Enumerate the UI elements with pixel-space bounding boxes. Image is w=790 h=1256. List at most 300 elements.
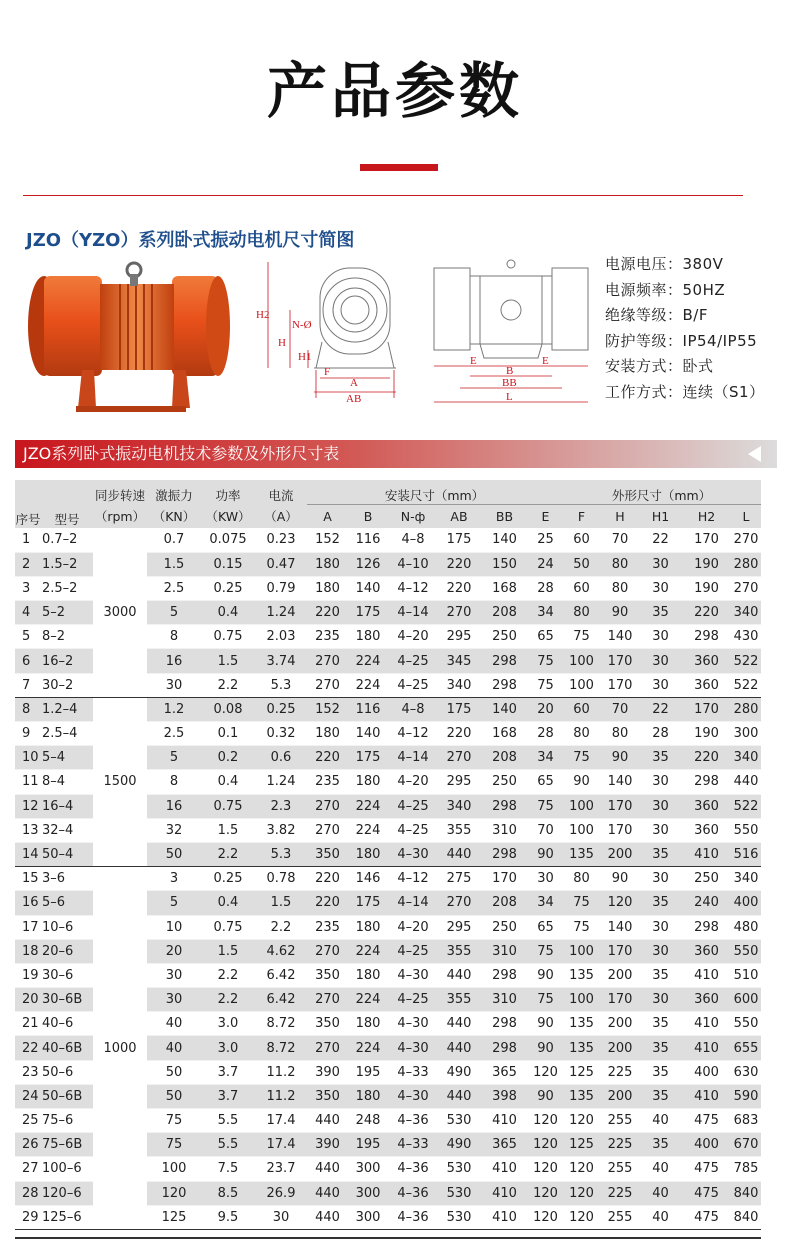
cell-model: 50–4 bbox=[41, 842, 93, 866]
cell-h: 255 bbox=[601, 1157, 639, 1181]
cell-f: 80 bbox=[562, 867, 601, 891]
cell-n-phi: 4–33 bbox=[388, 1060, 438, 1084]
cell-e: 120 bbox=[529, 1060, 562, 1084]
cell-n-phi: 4–36 bbox=[388, 1109, 438, 1133]
cell-b: 224 bbox=[348, 649, 388, 673]
cell-n-phi: 4–14 bbox=[388, 601, 438, 625]
cell-e: 75 bbox=[529, 673, 562, 697]
cell-e: 24 bbox=[529, 552, 562, 576]
cell-n-phi: 4–20 bbox=[388, 625, 438, 649]
cell-h1: 40 bbox=[639, 1157, 682, 1181]
cell-current: 17.4 bbox=[255, 1133, 307, 1157]
cell-l: 270 bbox=[731, 576, 761, 600]
cell-a: 440 bbox=[307, 1181, 348, 1205]
cell-b: 224 bbox=[348, 673, 388, 697]
cell-a: 390 bbox=[307, 1133, 348, 1157]
cell-power: 2.2 bbox=[201, 988, 255, 1012]
cell-ab: 270 bbox=[438, 601, 480, 625]
label-b: B bbox=[506, 365, 514, 377]
cell-ab: 175 bbox=[438, 697, 480, 721]
cell-a: 440 bbox=[307, 1109, 348, 1133]
cell-model: 75–6B bbox=[41, 1133, 93, 1157]
cell-l: 630 bbox=[731, 1060, 761, 1084]
cell-model: 5–6 bbox=[41, 891, 93, 915]
cell-f: 75 bbox=[562, 891, 601, 915]
cell-power: 3.0 bbox=[201, 1036, 255, 1060]
cell-h2: 250 bbox=[682, 867, 731, 891]
cell-l: 340 bbox=[731, 746, 761, 770]
cell-ab: 440 bbox=[438, 1036, 480, 1060]
cell-current: 17.4 bbox=[255, 1109, 307, 1133]
cell-power: 2.2 bbox=[201, 842, 255, 866]
cell-ab: 295 bbox=[438, 770, 480, 794]
cell-model: 1.5–2 bbox=[41, 552, 93, 576]
cell-force: 20 bbox=[147, 939, 201, 963]
cell-force: 8 bbox=[147, 625, 201, 649]
cell-ab: 490 bbox=[438, 1133, 480, 1157]
cell-power: 2.2 bbox=[201, 963, 255, 987]
spec-voltage: 电源电压：380V bbox=[605, 255, 724, 273]
cell-h2: 190 bbox=[682, 576, 731, 600]
cell-b: 180 bbox=[348, 1012, 388, 1036]
cell-h1: 35 bbox=[639, 1012, 682, 1036]
cell-ab: 355 bbox=[438, 988, 480, 1012]
cell-n-phi: 4–36 bbox=[388, 1205, 438, 1229]
cell-current: 30 bbox=[255, 1205, 307, 1229]
cell-index: 20 bbox=[15, 988, 41, 1012]
motor-photo bbox=[24, 258, 232, 416]
cell-h1: 35 bbox=[639, 601, 682, 625]
cell-h: 70 bbox=[601, 528, 639, 552]
cell-h2: 298 bbox=[682, 770, 731, 794]
cell-force: 3 bbox=[147, 867, 201, 891]
cell-index: 11 bbox=[15, 770, 41, 794]
cell-b: 224 bbox=[348, 988, 388, 1012]
front-dimension-drawing bbox=[430, 258, 592, 410]
cell-e: 120 bbox=[529, 1181, 562, 1205]
cell-index: 8 bbox=[15, 697, 41, 721]
cell-h: 80 bbox=[601, 576, 639, 600]
cell-e: 65 bbox=[529, 915, 562, 939]
cell-h2: 360 bbox=[682, 673, 731, 697]
cell-h2: 400 bbox=[682, 1060, 731, 1084]
cell-h2: 360 bbox=[682, 818, 731, 842]
table-banner-title: JZO系列卧式振动电机技术参数及外形尺寸表 bbox=[23, 444, 340, 463]
header-current-unit: （A） bbox=[264, 509, 298, 524]
cell-force: 40 bbox=[147, 1012, 201, 1036]
cell-h: 90 bbox=[601, 867, 639, 891]
cell-l: 516 bbox=[731, 842, 761, 866]
label-f: F bbox=[324, 366, 331, 378]
side-dimension-drawing bbox=[254, 258, 419, 408]
cell-h1: 35 bbox=[639, 891, 682, 915]
cell-model: 50–6 bbox=[41, 1060, 93, 1084]
cell-l: 280 bbox=[731, 552, 761, 576]
cell-n-phi: 4–20 bbox=[388, 770, 438, 794]
cell-index: 13 bbox=[15, 818, 41, 842]
cell-l: 785 bbox=[731, 1157, 761, 1181]
cell-e: 65 bbox=[529, 770, 562, 794]
cell-h: 80 bbox=[601, 722, 639, 746]
cell-h2: 170 bbox=[682, 697, 731, 721]
cell-index: 19 bbox=[15, 963, 41, 987]
cell-power: 0.75 bbox=[201, 915, 255, 939]
cell-bb: 168 bbox=[480, 576, 529, 600]
cell-speed: 1500 bbox=[93, 697, 147, 866]
cell-current: 3.82 bbox=[255, 818, 307, 842]
cell-bb: 298 bbox=[480, 963, 529, 987]
cell-model: 75–6 bbox=[41, 1109, 93, 1133]
cell-model: 16–2 bbox=[41, 649, 93, 673]
cell-power: 3.0 bbox=[201, 1012, 255, 1036]
cell-model: 5–4 bbox=[41, 746, 93, 770]
cell-ab: 275 bbox=[438, 867, 480, 891]
cell-ab: 530 bbox=[438, 1109, 480, 1133]
cell-f: 120 bbox=[562, 1109, 601, 1133]
cell-power: 0.1 bbox=[201, 722, 255, 746]
cell-ab: 270 bbox=[438, 746, 480, 770]
cell-e: 120 bbox=[529, 1205, 562, 1229]
cell-force: 30 bbox=[147, 963, 201, 987]
cell-h1: 35 bbox=[639, 1133, 682, 1157]
cell-index: 21 bbox=[15, 1012, 41, 1036]
cell-l: 840 bbox=[731, 1181, 761, 1205]
cell-h: 170 bbox=[601, 988, 639, 1012]
cell-force: 5 bbox=[147, 891, 201, 915]
cell-ab: 440 bbox=[438, 1084, 480, 1108]
cell-index: 14 bbox=[15, 842, 41, 866]
spec-protection: 防护等级：IP54/IP55 bbox=[605, 331, 758, 350]
cell-b: 224 bbox=[348, 1036, 388, 1060]
cell-ab: 440 bbox=[438, 842, 480, 866]
header-bb: BB bbox=[495, 508, 514, 524]
table-body bbox=[15, 528, 761, 1229]
cell-current: 0.47 bbox=[255, 552, 307, 576]
cell-force: 2.5 bbox=[147, 722, 201, 746]
cell-b: 175 bbox=[348, 891, 388, 915]
cell-a: 235 bbox=[307, 915, 348, 939]
cell-a: 270 bbox=[307, 649, 348, 673]
cell-b: 195 bbox=[348, 1133, 388, 1157]
cell-b: 300 bbox=[348, 1181, 388, 1205]
cell-ab: 440 bbox=[438, 1012, 480, 1036]
cell-a: 180 bbox=[307, 552, 348, 576]
cell-n-phi: 4–36 bbox=[388, 1157, 438, 1181]
cell-l: 440 bbox=[731, 770, 761, 794]
cell-a: 350 bbox=[307, 1012, 348, 1036]
cell-h: 140 bbox=[601, 625, 639, 649]
cell-bb: 208 bbox=[480, 891, 529, 915]
cell-ab: 175 bbox=[438, 528, 480, 552]
cell-n-phi: 4–25 bbox=[388, 649, 438, 673]
cell-current: 1.5 bbox=[255, 891, 307, 915]
cell-ab: 270 bbox=[438, 891, 480, 915]
cell-f: 135 bbox=[562, 1036, 601, 1060]
cell-f: 90 bbox=[562, 770, 601, 794]
cell-a: 350 bbox=[307, 963, 348, 987]
label-ab: AB bbox=[346, 393, 362, 405]
cell-a: 180 bbox=[307, 722, 348, 746]
cell-current: 23.7 bbox=[255, 1157, 307, 1181]
cell-l: 280 bbox=[731, 697, 761, 721]
cell-b: 140 bbox=[348, 722, 388, 746]
cell-n-phi: 4–30 bbox=[388, 1012, 438, 1036]
cell-model: 16–4 bbox=[41, 794, 93, 818]
cell-power: 0.25 bbox=[201, 867, 255, 891]
cell-index: 15 bbox=[15, 867, 41, 891]
cell-a: 270 bbox=[307, 988, 348, 1012]
cell-index: 27 bbox=[15, 1157, 41, 1181]
cell-bb: 150 bbox=[480, 552, 529, 576]
cell-bb: 298 bbox=[480, 794, 529, 818]
cell-f: 80 bbox=[562, 601, 601, 625]
cell-bb: 208 bbox=[480, 746, 529, 770]
cell-bb: 250 bbox=[480, 625, 529, 649]
cell-power: 0.4 bbox=[201, 770, 255, 794]
cell-e: 28 bbox=[529, 576, 562, 600]
cell-current: 11.2 bbox=[255, 1084, 307, 1108]
cell-force: 0.7 bbox=[147, 528, 201, 552]
spec-table bbox=[15, 480, 761, 1230]
cell-n-phi: 4–30 bbox=[388, 963, 438, 987]
cell-b: 195 bbox=[348, 1060, 388, 1084]
cell-current: 0.6 bbox=[255, 746, 307, 770]
cell-current: 5.3 bbox=[255, 673, 307, 697]
cell-current: 26.9 bbox=[255, 1181, 307, 1205]
cell-l: 480 bbox=[731, 915, 761, 939]
cell-force: 5 bbox=[147, 746, 201, 770]
header-speed: 同步转速 bbox=[94, 488, 145, 503]
cell-n-phi: 4–20 bbox=[388, 915, 438, 939]
cell-model: 30–6 bbox=[41, 963, 93, 987]
cell-h2: 298 bbox=[682, 915, 731, 939]
cell-h2: 475 bbox=[682, 1205, 731, 1229]
cell-index: 2 bbox=[15, 552, 41, 576]
cell-ab: 340 bbox=[438, 673, 480, 697]
label-h1: H1 bbox=[298, 351, 312, 363]
cell-model: 50–6B bbox=[41, 1084, 93, 1108]
cell-a: 152 bbox=[307, 697, 348, 721]
label-e-left: E bbox=[470, 355, 477, 367]
cell-n-phi: 4–25 bbox=[388, 818, 438, 842]
cell-n-phi: 4–25 bbox=[388, 794, 438, 818]
left-arrow-icon bbox=[748, 446, 761, 462]
cell-current: 1.24 bbox=[255, 770, 307, 794]
cell-model: 1.2–4 bbox=[41, 697, 93, 721]
cell-power: 9.5 bbox=[201, 1205, 255, 1229]
cell-bb: 410 bbox=[480, 1181, 529, 1205]
cell-index: 10 bbox=[15, 746, 41, 770]
cell-e: 90 bbox=[529, 1036, 562, 1060]
label-e-right: E bbox=[542, 355, 549, 367]
cell-h2: 298 bbox=[682, 625, 731, 649]
cell-h2: 410 bbox=[682, 1012, 731, 1036]
cell-f: 125 bbox=[562, 1133, 601, 1157]
cell-index: 12 bbox=[15, 794, 41, 818]
cell-h1: 30 bbox=[639, 770, 682, 794]
cell-index: 5 bbox=[15, 625, 41, 649]
cell-h2: 360 bbox=[682, 988, 731, 1012]
cell-ab: 340 bbox=[438, 794, 480, 818]
page-title: 产品参数 bbox=[267, 57, 523, 127]
cell-h: 225 bbox=[601, 1133, 639, 1157]
cell-b: 248 bbox=[348, 1109, 388, 1133]
cell-model: 8–2 bbox=[41, 625, 93, 649]
cell-model: 10–6 bbox=[41, 915, 93, 939]
cell-l: 840 bbox=[731, 1205, 761, 1229]
table-row bbox=[15, 697, 761, 721]
cell-n-phi: 4–10 bbox=[388, 552, 438, 576]
cell-h2: 360 bbox=[682, 794, 731, 818]
cell-e: 30 bbox=[529, 867, 562, 891]
cell-b: 146 bbox=[348, 867, 388, 891]
cell-h1: 35 bbox=[639, 1084, 682, 1108]
header-a: A bbox=[323, 508, 332, 524]
cell-n-phi: 4–30 bbox=[388, 842, 438, 866]
header-speed-unit: （rpm） bbox=[94, 509, 146, 524]
cell-bb: 365 bbox=[480, 1060, 529, 1084]
spec-duty: 工作方式：连续（S1） bbox=[605, 382, 765, 401]
cell-force: 16 bbox=[147, 794, 201, 818]
cell-index: 22 bbox=[15, 1036, 41, 1060]
cell-b: 116 bbox=[348, 528, 388, 552]
header-force-unit: （KN） bbox=[152, 509, 196, 524]
header-index: 序号 bbox=[15, 512, 41, 527]
cell-current: 2.2 bbox=[255, 915, 307, 939]
cell-h: 225 bbox=[601, 1181, 639, 1205]
cell-current: 2.03 bbox=[255, 625, 307, 649]
cell-e: 120 bbox=[529, 1109, 562, 1133]
cell-index: 29 bbox=[15, 1205, 41, 1229]
cell-bb: 208 bbox=[480, 601, 529, 625]
cell-h: 225 bbox=[601, 1060, 639, 1084]
cell-a: 235 bbox=[307, 770, 348, 794]
cell-l: 550 bbox=[731, 818, 761, 842]
header-power: 功率 bbox=[215, 488, 241, 503]
header-power-unit: （KW） bbox=[205, 509, 251, 524]
cell-bb: 298 bbox=[480, 673, 529, 697]
cell-h: 90 bbox=[601, 746, 639, 770]
cell-f: 100 bbox=[562, 988, 601, 1012]
cell-h1: 35 bbox=[639, 963, 682, 987]
cell-l: 400 bbox=[731, 891, 761, 915]
cell-h2: 220 bbox=[682, 601, 731, 625]
cell-h: 140 bbox=[601, 915, 639, 939]
cell-h1: 30 bbox=[639, 915, 682, 939]
header-current: 电流 bbox=[268, 488, 294, 503]
cell-b: 180 bbox=[348, 625, 388, 649]
cell-f: 100 bbox=[562, 939, 601, 963]
cell-model: 30–6B bbox=[41, 988, 93, 1012]
cell-l: 430 bbox=[731, 625, 761, 649]
cell-h1: 35 bbox=[639, 1036, 682, 1060]
cell-bb: 298 bbox=[480, 1012, 529, 1036]
cell-e: 120 bbox=[529, 1157, 562, 1181]
cell-model: 5–2 bbox=[41, 601, 93, 625]
cell-force: 50 bbox=[147, 1060, 201, 1084]
cell-model: 8–4 bbox=[41, 770, 93, 794]
section-title: JZO（YZO）系列卧式振动电机尺寸简图 bbox=[26, 230, 355, 251]
cell-force: 125 bbox=[147, 1205, 201, 1229]
cell-h: 200 bbox=[601, 1084, 639, 1108]
cell-h2: 410 bbox=[682, 842, 731, 866]
cell-e: 34 bbox=[529, 891, 562, 915]
cell-l: 683 bbox=[731, 1109, 761, 1133]
cell-e: 28 bbox=[529, 722, 562, 746]
cell-l: 670 bbox=[731, 1133, 761, 1157]
cell-h: 255 bbox=[601, 1205, 639, 1229]
cell-bb: 298 bbox=[480, 649, 529, 673]
cell-n-phi: 4–14 bbox=[388, 746, 438, 770]
cell-h2: 475 bbox=[682, 1181, 731, 1205]
cell-force: 75 bbox=[147, 1109, 201, 1133]
cell-h1: 30 bbox=[639, 552, 682, 576]
cell-f: 75 bbox=[562, 625, 601, 649]
cell-model: 0.7–2 bbox=[41, 528, 93, 552]
cell-h1: 30 bbox=[639, 576, 682, 600]
cell-model: 125–6 bbox=[41, 1205, 93, 1229]
cell-n-phi: 4–33 bbox=[388, 1133, 438, 1157]
cell-index: 23 bbox=[15, 1060, 41, 1084]
cell-h2: 475 bbox=[682, 1157, 731, 1181]
cell-h2: 475 bbox=[682, 1109, 731, 1133]
cell-force: 32 bbox=[147, 818, 201, 842]
cell-force: 30 bbox=[147, 673, 201, 697]
header-h: H bbox=[615, 508, 625, 524]
cell-bb: 310 bbox=[480, 818, 529, 842]
cell-power: 5.5 bbox=[201, 1109, 255, 1133]
cell-h: 200 bbox=[601, 1036, 639, 1060]
header-h2: H2 bbox=[697, 508, 716, 524]
cell-h1: 40 bbox=[639, 1109, 682, 1133]
cell-ab: 355 bbox=[438, 818, 480, 842]
table-bottom-rule bbox=[15, 1237, 761, 1239]
cell-h1: 30 bbox=[639, 794, 682, 818]
cell-h: 200 bbox=[601, 1012, 639, 1036]
spec-mounting: 安装方式：卧式 bbox=[605, 357, 714, 375]
cell-force: 1.2 bbox=[147, 697, 201, 721]
cell-e: 75 bbox=[529, 649, 562, 673]
cell-l: 590 bbox=[731, 1084, 761, 1108]
cell-current: 1.24 bbox=[255, 601, 307, 625]
cell-f: 100 bbox=[562, 649, 601, 673]
cell-e: 75 bbox=[529, 939, 562, 963]
cell-h2: 410 bbox=[682, 1084, 731, 1108]
cell-b: 224 bbox=[348, 939, 388, 963]
cell-b: 224 bbox=[348, 794, 388, 818]
cell-f: 100 bbox=[562, 818, 601, 842]
cell-index: 24 bbox=[15, 1084, 41, 1108]
cell-bb: 310 bbox=[480, 939, 529, 963]
cell-h2: 190 bbox=[682, 552, 731, 576]
cell-bb: 140 bbox=[480, 697, 529, 721]
cell-b: 300 bbox=[348, 1157, 388, 1181]
cell-e: 70 bbox=[529, 818, 562, 842]
cell-e: 34 bbox=[529, 746, 562, 770]
cell-h2: 240 bbox=[682, 891, 731, 915]
cell-ab: 490 bbox=[438, 1060, 480, 1084]
cell-force: 50 bbox=[147, 842, 201, 866]
cell-ab: 530 bbox=[438, 1205, 480, 1229]
cell-force: 2.5 bbox=[147, 576, 201, 600]
cell-model: 120–6 bbox=[41, 1181, 93, 1205]
cell-f: 75 bbox=[562, 915, 601, 939]
cell-ab: 355 bbox=[438, 939, 480, 963]
cell-bb: 410 bbox=[480, 1205, 529, 1229]
cell-current: 0.79 bbox=[255, 576, 307, 600]
cell-index: 17 bbox=[15, 915, 41, 939]
cell-index: 9 bbox=[15, 722, 41, 746]
